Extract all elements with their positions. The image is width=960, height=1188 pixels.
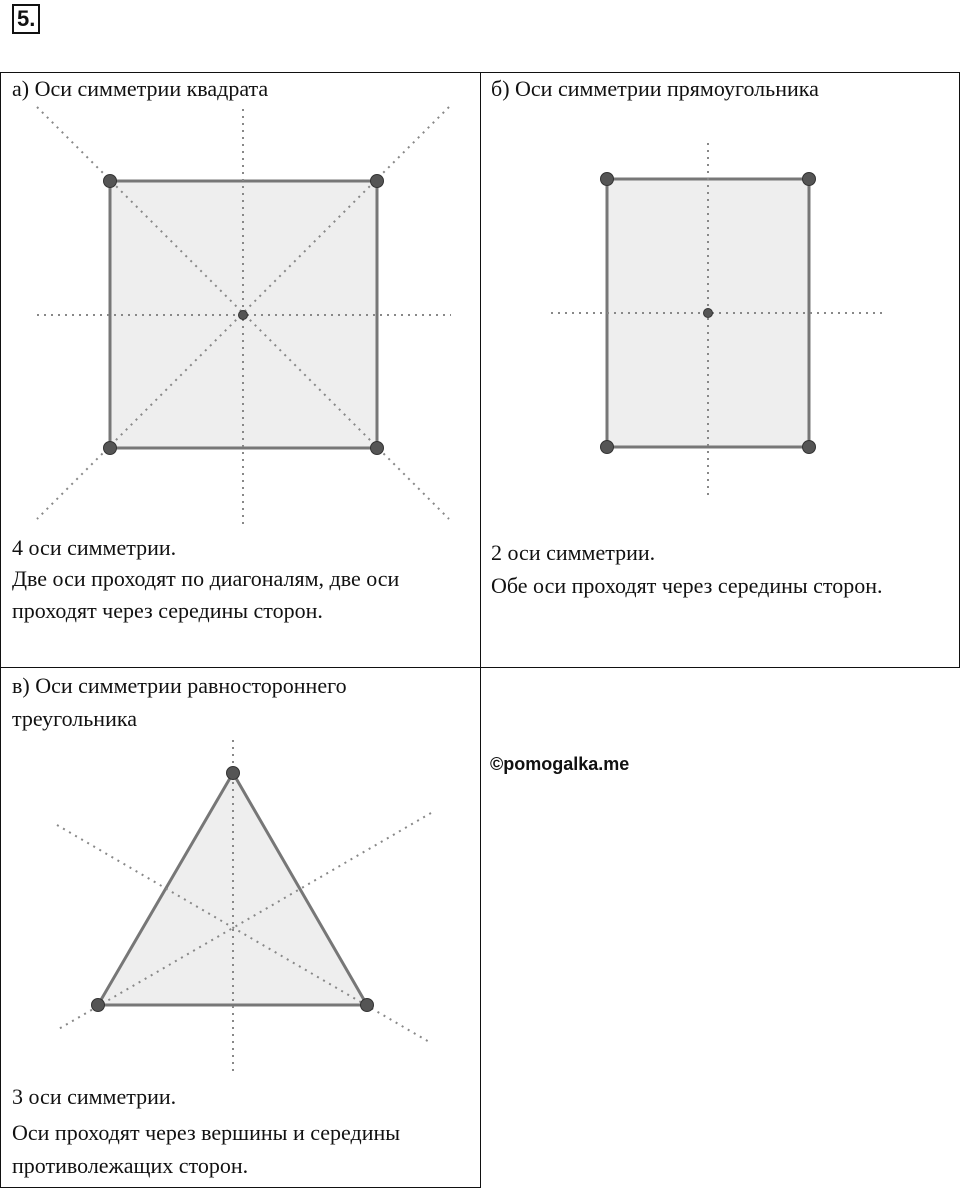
square-axes-count: 4 оси симметрии. xyxy=(12,535,177,560)
rectangle-explanation-line-1: Обе оси проходят через середины сторон. xyxy=(491,573,883,598)
triangle-title-line-2: треугольника xyxy=(12,706,137,731)
triangle-axes-count: 3 оси симметрии. xyxy=(12,1084,177,1109)
cell-watermark xyxy=(480,667,960,1188)
square-explanation-line-1: Две оси проходят по диагоналям, две оси xyxy=(12,566,400,591)
rectangle-center-point xyxy=(704,309,713,318)
triangle-explanation-line-2: противолежащих сторон. xyxy=(12,1153,249,1178)
triangle-explanation-line-1: Оси проходят через вершины и середины xyxy=(12,1120,401,1145)
cell-rectangle xyxy=(480,72,960,668)
rectangle-vertex xyxy=(601,173,614,186)
triangle-figure xyxy=(1,736,479,1076)
square-vertex xyxy=(104,442,117,455)
triangle-vertex xyxy=(92,999,105,1012)
square-explanation-line-2: проходят через середины сторон. xyxy=(12,598,323,623)
triangle-vertex xyxy=(361,999,374,1012)
task-number: 5. xyxy=(12,4,40,34)
square-vertex xyxy=(371,442,384,455)
square-vertex xyxy=(371,175,384,188)
rectangle-vertex xyxy=(803,173,816,186)
square-title: а) Оси симметрии квадрата xyxy=(12,76,269,101)
rectangle-axes-count: 2 оси симметрии. xyxy=(491,540,656,565)
square-figure xyxy=(1,101,479,561)
cell-triangle xyxy=(0,667,481,1188)
copyright-watermark[interactable]: ©pomogalka.me xyxy=(490,754,630,774)
square-center-point xyxy=(239,311,248,320)
rectangle-title: б) Оси симметрии прямоугольника xyxy=(491,76,819,101)
rectangle-vertex xyxy=(601,441,614,454)
answer-table xyxy=(0,72,960,1188)
triangle-vertex xyxy=(227,767,240,780)
cell-square xyxy=(0,72,481,668)
rectangle-vertex xyxy=(803,441,816,454)
square-vertex xyxy=(104,175,117,188)
triangle-title-line-1: в) Оси симметрии равностороннего xyxy=(12,673,347,698)
rectangle-figure xyxy=(481,101,957,561)
